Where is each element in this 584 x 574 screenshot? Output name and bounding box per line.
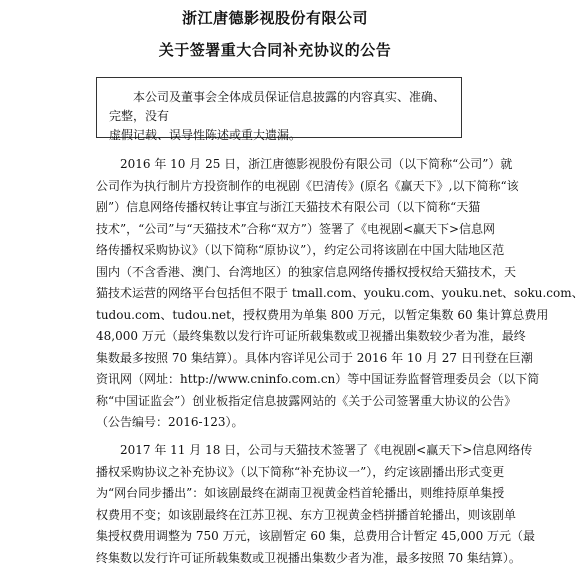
paragraph-line: 称“中国证监会”）创业板指定信息披露网站的《关于公司签署重大协议的公告》: [96, 393, 517, 408]
disclaimer-box: [96, 77, 462, 142]
disclaimer-line-1: 本公司及董事会全体成员保证信息披露的内容真实、准确、完整，没有: [109, 90, 446, 123]
paragraph-line: 剧”）信息网络传播权转让事宜与浙江天猫技术有限公司（以下简称“天猫: [96, 200, 481, 214]
paragraph-line: 技术”，“公司”与“天猫技术”合称“双方”）签署了《电视剧<赢天下>信息网: [96, 221, 496, 236]
announcement-title: 关于签署重大合同补充协议的公告: [158, 41, 392, 59]
paragraph-line: 集授权费用调整为 750 万元，该剧暂定 60 集，总费用合计暂定 45,000 万元（最: [96, 529, 536, 543]
paragraph-line: 终集数以发行许可证所载集数或卫视播出集数少者为准，最多按照 70 集结算）。: [96, 550, 521, 565]
company-name: 浙江唐德影视股份有限公司: [181, 9, 368, 27]
paragraph-line: 为“网台同步播出”：如该剧最终在湖南卫视黄金档首轮播出，则维持原单集授: [96, 486, 505, 500]
paragraph-line: 集数最多按照 70 集结算）。具体内容详见公司于 2016 年 10 月 27 日刊登在巨潮: [96, 350, 533, 365]
disclaimer-line-2: 虚假记载、误导性陈述或重大遗漏。: [109, 128, 302, 142]
paragraph-line: 资讯网（网址：http://www.cninfo.com.cn）等中国证券监督管理委员会（以下简: [96, 372, 540, 386]
paragraph-line: 播权采购协议之补充协议》（以下简称“补充协议一”），约定该剧播出形式变更: [96, 464, 505, 479]
paragraph-line: 2016 年 10 月 25 日，浙江唐德影视股份有限公司（以下简称“公司”）就: [120, 157, 513, 171]
paragraph-2: [96, 440, 536, 569]
paragraph-line: 2017 年 11 月 18 日，公司与天猫技术签署了《电视剧<赢天下>信息网络传: [120, 443, 533, 457]
paragraph-line: 权费用不变；如该剧最终在江苏卫视、东方卫视黄金档拼播首轮播出，则该剧单: [96, 507, 517, 522]
paragraph-line: 络传播权采购协议》（以下简称“原协议”），约定公司将该剧在中国大陆地区范: [96, 243, 505, 257]
paragraph-line: 公司作为执行制片方投资制作的电视剧《巴清传》(原名《赢天下》,以下简称“该: [96, 178, 519, 193]
paragraph-line: 围内（不含香港、澳门、台湾地区）的独家信息网络传播权授权给天猫技术，天: [96, 264, 517, 279]
paragraph-line: 猫技术运营的网络平台包括但不限于 tmall.com、youku.com、youku.net、soku.com、: [96, 286, 584, 300]
paragraph-line: 48,000 万元（最终集数以发行许可证所载集数或卫视播出集数较少者为准，最终: [96, 329, 526, 343]
paragraph-line: （公告编号：2016-123）。: [96, 415, 244, 429]
paragraph-1: [96, 154, 584, 434]
paragraph-line: tudou.com、tudou.net，授权费用为单集 800 万元，以暂定集数 60 集计算总费用: [96, 307, 549, 322]
